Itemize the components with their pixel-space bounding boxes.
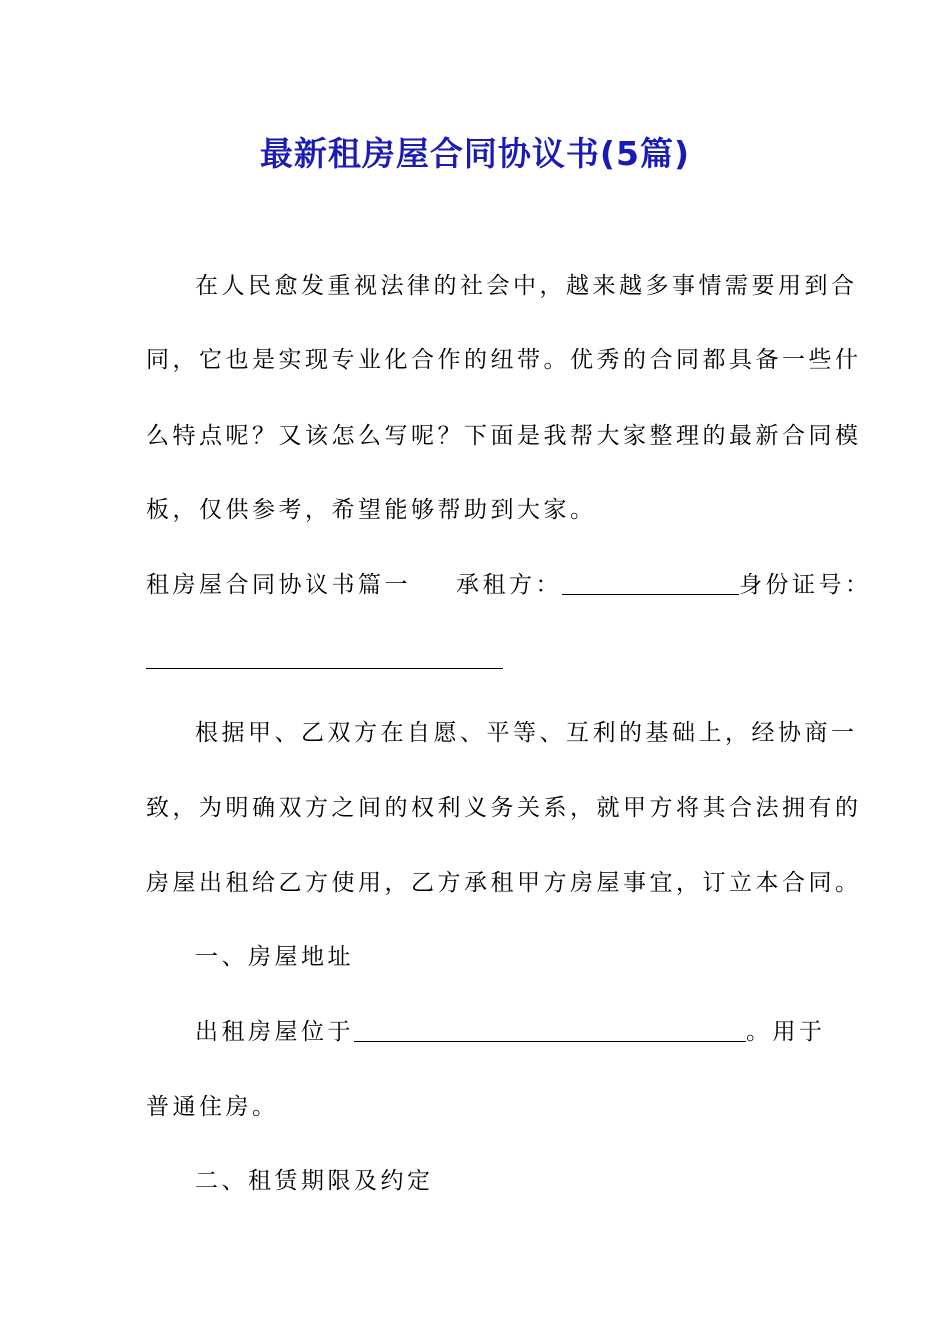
tenant-blank [562,572,739,595]
address-suffix: 。用于 [746,1019,826,1045]
intro-line: 同，它也是实现专业化合作的纽带。优秀的合同都具备一些什 [146,347,862,373]
address-line-2: 普通住房。 [146,1094,279,1120]
id-number-blank [146,668,503,669]
intro-line: 么特点呢？又该怎么写呢？下面是我帮大家整理的最新合同模 [146,423,862,449]
document-title: 最新租房屋合同协议书(5篇) [259,134,691,173]
address-line [195,1017,826,1047]
party-line [146,570,872,600]
preamble-line: 致，为明确双方之间的权利义务关系，就甲方将其合法拥有的 [146,795,862,821]
article-heading: 租房屋合同协议书篇一 [146,572,411,598]
section-heading: 一、房屋地址 [195,944,354,970]
tenant-label: 承租方： [456,572,562,598]
preamble-line: 根据甲、乙双方在自愿、平等、互利的基础上，经协商一 [195,720,858,746]
address-blank [354,1019,746,1042]
intro-line: 板，仅供参考，希望能够帮助到大家。 [146,497,597,523]
address-prefix: 出租房屋位于 [195,1019,354,1045]
preamble-line: 房屋出租给乙方使用，乙方承租甲方房屋事宜，订立本合同。 [146,870,862,896]
intro-line: 在人民愈发重视法律的社会中，越来越多事情需要用到合 [195,273,858,299]
section-heading: 二、租赁期限及约定 [195,1168,434,1194]
id-label: 身份证号： [739,572,872,598]
